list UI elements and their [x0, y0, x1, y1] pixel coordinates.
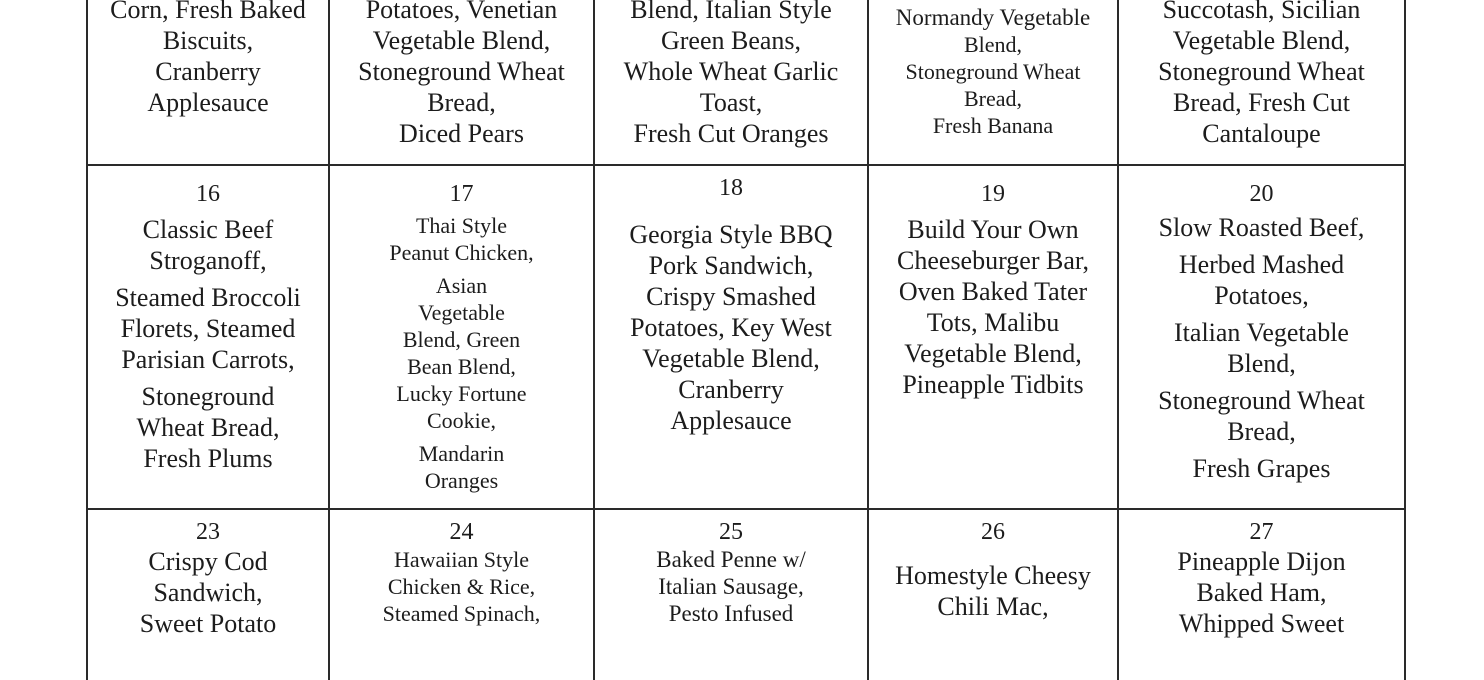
- menu-line: Oranges: [424, 468, 499, 493]
- menu-line: Steamed Broccoli: [115, 283, 301, 312]
- menu-line: Cranberry: [678, 375, 784, 404]
- row-divider: [86, 164, 1406, 166]
- menu-line: Peanut Chicken,: [389, 240, 534, 265]
- menu-line: Crispy Smashed: [646, 282, 816, 311]
- day-number: 23: [196, 519, 220, 545]
- menu-line: Cantaloupe: [1202, 119, 1321, 148]
- menu-line: Thai Style: [415, 213, 508, 238]
- menu-line: Pork Sandwich,: [648, 251, 814, 280]
- menu-line: Chicken & Rice,: [387, 574, 536, 599]
- menu-line: Vegetable: [418, 300, 505, 325]
- menu-line: Pineapple Tidbits: [902, 370, 1084, 399]
- menu-cell-week2-wed: [595, 0, 867, 149]
- menu-line: Fresh Plums: [143, 444, 273, 473]
- menu-line: Stoneground Wheat: [1158, 57, 1365, 86]
- menu-line: Build Your Own: [907, 215, 1079, 244]
- menu-line: Parisian Carrots,: [121, 345, 295, 374]
- menu-line: Stoneground: [141, 382, 275, 411]
- menu-line: Corn, Fresh Baked: [110, 0, 306, 24]
- menu-line: Mandarin: [418, 441, 505, 466]
- menu-line: Italian Sausage,: [658, 574, 804, 599]
- menu-line: Fresh Grapes: [1192, 454, 1331, 483]
- menu-cell-week2-tue: [330, 0, 593, 149]
- menu-line: Classic Beef: [142, 215, 274, 244]
- menu-line: Potatoes, Key West: [630, 313, 832, 342]
- day-number: 26: [981, 519, 1005, 545]
- menu-line: Bread,: [1227, 417, 1296, 446]
- menu-line: Blend, Italian Style: [630, 0, 832, 24]
- menu-cell-day-23: [88, 518, 328, 639]
- menu-cell-day-20: [1119, 180, 1404, 484]
- menu-line: Lucky Fortune: [396, 381, 527, 406]
- day-number: 19: [981, 181, 1005, 207]
- menu-line: Stroganoff,: [149, 246, 267, 275]
- menu-line: Vegetable Blend,: [1172, 26, 1351, 55]
- column-divider: [1404, 0, 1406, 680]
- menu-line: Baked Ham,: [1196, 578, 1327, 607]
- menu-line: Stoneground Wheat: [905, 59, 1081, 84]
- menu-line: Sweet Potato: [139, 609, 277, 638]
- menu-line: Sandwich,: [153, 578, 263, 607]
- menu-cell-day-25: [595, 518, 867, 627]
- menu-line: Bread,: [963, 86, 1023, 111]
- menu-line: Bean Blend,: [407, 354, 516, 379]
- menu-line: Chili Mac,: [937, 592, 1049, 621]
- menu-line: Pineapple Dijon: [1177, 547, 1346, 576]
- menu-line: Fresh Banana: [932, 113, 1054, 138]
- menu-calendar-grid: [86, 0, 1406, 680]
- menu-line: Crispy Cod: [148, 547, 268, 576]
- menu-line: Succotash, Sicilian: [1162, 0, 1361, 24]
- menu-line: Diced Pears: [399, 119, 524, 148]
- menu-line: Cheeseburger Bar,: [897, 246, 1089, 275]
- menu-line: Slow Roasted Beef,: [1158, 213, 1365, 242]
- menu-line: Bread, Fresh Cut: [1173, 88, 1350, 117]
- menu-cell-day-26: [869, 518, 1117, 622]
- day-number: 20: [1249, 181, 1274, 207]
- menu-line: Steamed Spinach,: [382, 601, 541, 626]
- menu-line: Fresh Cut Oranges: [633, 119, 829, 148]
- menu-line: Florets, Steamed: [120, 314, 296, 343]
- menu-line: Blend,: [963, 32, 1023, 57]
- menu-line: Herbed Mashed: [1178, 250, 1345, 279]
- menu-line: Whole Wheat Garlic: [623, 57, 839, 86]
- menu-line: Cranberry: [155, 57, 261, 86]
- menu-line: Tots, Malibu: [926, 308, 1060, 337]
- menu-line: Hawaiian Style: [393, 547, 530, 572]
- menu-line: Applesauce: [147, 88, 269, 117]
- day-number: 16: [196, 181, 220, 207]
- menu-line: Baked Penne w/: [656, 547, 806, 572]
- menu-line: Vegetable Blend,: [372, 26, 551, 55]
- menu-cell-week2-thu: [869, 4, 1117, 139]
- menu-line: Stoneground Wheat: [1158, 386, 1365, 415]
- day-number: 25: [719, 519, 743, 545]
- row-divider: [86, 508, 1406, 510]
- menu-line: Pesto Infused: [668, 601, 794, 626]
- menu-cell-day-18: [595, 174, 867, 436]
- menu-cell-week2-fri: [1119, 0, 1404, 149]
- menu-line: Blend, Green: [402, 327, 521, 352]
- menu-line: Applesauce: [670, 406, 792, 435]
- day-number: 18: [719, 175, 743, 201]
- menu-line: Stoneground Wheat: [358, 57, 565, 86]
- menu-line: Green Beans,: [660, 26, 802, 55]
- menu-line: Bread,: [427, 88, 496, 117]
- menu-line: Normandy Vegetable: [895, 5, 1091, 30]
- menu-line: Whipped Sweet: [1178, 609, 1345, 638]
- menu-line: Potatoes, Venetian: [365, 0, 558, 24]
- menu-line: Wheat Bread,: [136, 413, 280, 442]
- menu-line: Toast,: [699, 88, 763, 117]
- menu-line: Potatoes,: [1214, 281, 1309, 310]
- menu-line: Blend,: [1227, 349, 1296, 378]
- menu-cell-day-19: [869, 180, 1117, 400]
- day-number: 27: [1249, 519, 1274, 545]
- menu-line: Cookie,: [426, 408, 497, 433]
- menu-cell-day-24: [330, 518, 593, 627]
- menu-line: Asian: [435, 273, 488, 298]
- menu-line: Biscuits,: [162, 26, 254, 55]
- menu-cell-day-27: [1119, 518, 1404, 639]
- menu-line: Georgia Style BBQ: [629, 220, 833, 249]
- menu-cell-week2-mon: [88, 0, 328, 118]
- menu-line: Homestyle Cheesy: [895, 561, 1091, 590]
- menu-line: Vegetable Blend,: [642, 344, 820, 373]
- day-number: 17: [449, 181, 474, 207]
- menu-line: Oven Baked Tater: [898, 277, 1088, 306]
- menu-line: Italian Vegetable: [1174, 318, 1349, 347]
- day-number: 24: [449, 519, 474, 545]
- menu-cell-day-16: [88, 180, 328, 474]
- menu-line: Vegetable Blend,: [904, 339, 1082, 368]
- menu-cell-day-17: [330, 180, 593, 494]
